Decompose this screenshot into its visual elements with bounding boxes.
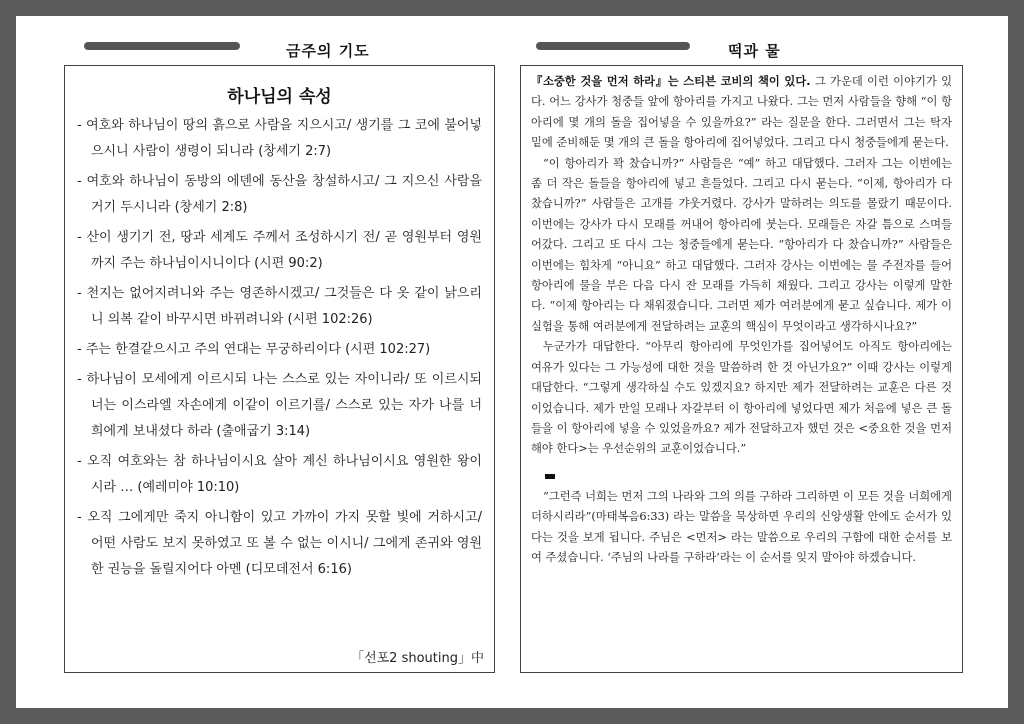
prayer-box-title: 하나님의 속성 <box>227 87 332 107</box>
verse-item: - 산이 생기기 전, 땅과 세계도 주께서 조성하시기 전/ 곧 영원부터 영원까지 주는 하나님이시니이다 (시편 90:2) <box>77 230 482 271</box>
verse-item: - 주는 한결같으시고 주의 연대는 무궁하리이다 (시편 102:27) <box>77 342 431 357</box>
article-paragraph <box>531 72 952 154</box>
section-marker <box>545 474 555 479</box>
article-paragraph: “그런즉 너희는 먼저 그의 나라와 그의 의를 구하라 그리하면 이 모든 것을 너희에게 더하시리라”(마태복음6:33) 라는 말씀을 묵상하면 우리의 신앙생활 안에도 순서가 있다는 것을 보게 됩니다. 주님은 <먼저> 라는 말씀으로 우리의 구함에 대한 순서를 보여 주셨습니다. ‘주님의 나라를 구하라’라는 이 순서를 잊지 말아야 하겠습니다. <box>531 489 952 564</box>
book-title-sentence: 『소중한 것을 먼저 하라』는 스티븐 코비의 책이 있다. <box>531 75 811 88</box>
verse-item: - 여호와 하나님이 동방의 에덴에 동산을 창설하시고/ 그 지으신 사람을 거기 두시니라 (창세기 2:8) <box>77 174 482 215</box>
article-paragraph: “이 항아리가 꽉 찼습니까?” 사람들은 “예” 하고 대답했다. 그러자 그는 이번에는 좀 더 작은 돌들을 항아리에 넣고 흔들었다. 그리고 다시 묻는다. “이제, 항아리가 다 찼습니까?” 사람들은 고개를 갸웃거렸다. 강사가 말하려는 의도를 몰랐기 때문이다. 이번에는 강사가 다시 모래를 꺼내어 항아리에 붓는다. 모래들은 자갈 틈으로 스며들어갔다. 그리고 또 다시 그는 청중들에게 묻는다. “항아리가 다 찼습니까?” 사람들은 이번에는 힘차게 “아니요” 하고 대답했다. 그러자 강사는 이번에는 물 주전자를 들어 항아리에 물을 부은 다음 다시 잔 모래를 가득히 채웠다. 그리고 강사는 이렇게 말한다. “이제 항아리는 다 채워졌습니다. 그러면 제가 여러분에게 묻고 싶습니다. 제가 이 실험을 통해 여러분에게 전달하려는 교훈의 핵심이 무엇이라고 생각하시나요?” <box>531 156 952 333</box>
verse-item: - 하나님이 모세에게 이르시되 나는 스스로 있는 자이니라/ 또 이르시되 너는 이스라엘 자손에게 이같이 이르기를/ 스스로 있는 자가 나를 너희에게 보내셨다 하라 (출애굽기 3:14) <box>77 372 482 439</box>
verse-item: - 오직 그에게만 죽지 아니함이 있고 가까이 가지 못할 빛에 거하시고/ 어떤 사람도 보지 못하였고 또 볼 수 없는 이시니/ 그에게 존귀와 영원한 권능을 돌릴지어다 아멘 (디모데전서 6:16) <box>77 510 482 577</box>
article-box <box>520 65 963 673</box>
article-paragraph: 누군가가 대답한다. “아무리 항아리에 무엇인가를 집어넣어도 아직도 항아리에는 여유가 있다는 그 가능성에 대한 것을 말씀하려 한 것 아닌가요?” 이때 강사는 이렇게 대답한다. “그렇게 생각하실 수도 있겠지요? 하지만 제가 전달하려는 교훈은 다른 것이었습니다. 제가 만일 모래나 자갈부터 이 항아리에 넣었다면 제가 처음에 넣은 큰 돌들을 이 항아리에 넣을 수 있었을까요? 제가 전달하고자 했던 것은 <중요한 것을 먼저 해야 한다>는 우선순위의 교훈이었습니다.” <box>531 340 952 456</box>
bulletin-page <box>16 16 1008 708</box>
left-column-title: 금주의 기도 <box>286 42 370 60</box>
prayer-box <box>64 65 495 673</box>
right-column-title: 떡과 물 <box>728 42 781 60</box>
source-citation: 「선포2 shouting」中 <box>351 651 484 666</box>
right-header-bar <box>536 42 690 50</box>
verse-item: - 여호와 하나님이 땅의 흙으로 사람을 지으시고/ 생기를 그 코에 불어넣으시니 사람이 생령이 되니라 (창세기 2:7) <box>77 118 482 159</box>
verse-item: - 천지는 없어지려니와 주는 영존하시겠고/ 그것들은 다 옷 같이 낡으리니 의복 같이 바꾸시면 바뀌려니와 (시편 102:26) <box>77 286 482 327</box>
paragraph-text: 그 가운데 이런 이야기가 있다. 어느 강사가 청중들 앞에 항아리를 가지고 나왔다. 그는 먼저 사람들을 향해 “이 항아리에 몇 개의 돌을 집어넣을 수 있을까요?” 라는 질문을 한다. 그러면서 그는 탁자 밑에 준비해둔 몇 개의 큰 돌을 항아리에 집어넣었다. 그리고 다시 청중들에게 묻는다. <box>531 75 952 150</box>
verse-item: - 오직 여호와는 참 하나님이시요 살아 계신 하나님이시요 영원한 왕이시라 … (예레미야 10:10) <box>77 454 482 495</box>
left-header-bar <box>84 42 240 50</box>
